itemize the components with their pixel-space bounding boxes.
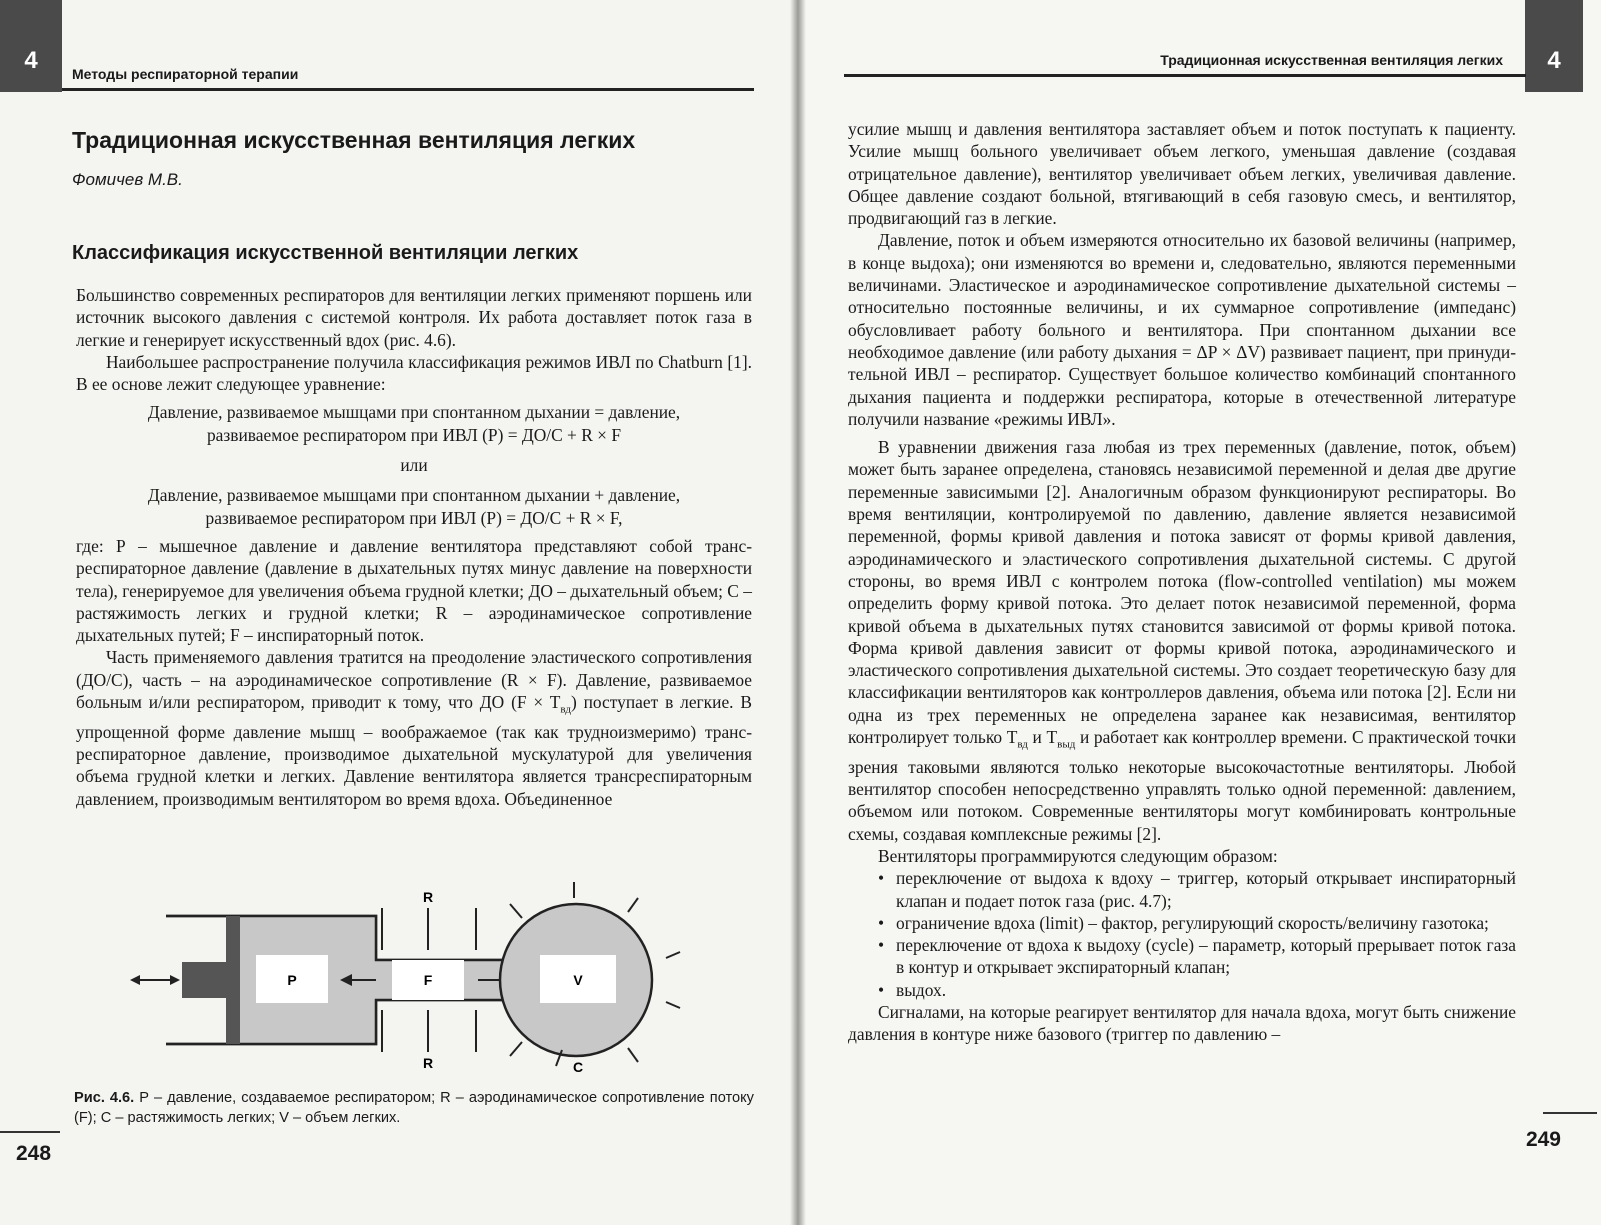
author: Фомичев М.В. xyxy=(72,170,183,189)
footer-rule-left xyxy=(0,1131,60,1133)
equation-1-line-2: развиваемое респиратором при ИВЛ (Р) = ДО/С + R × F xyxy=(206,424,621,445)
list-item: • выдох. xyxy=(878,979,1516,1001)
label-c: C xyxy=(572,1059,584,1075)
figure-caption: Рис. 4.6. Р – давление, создаваемое респиратором; R – аэродинамическое сопротивление потоку (F); С – растяжимость легких; V – объем легких. xyxy=(74,1090,754,1126)
label-v: V xyxy=(573,972,583,988)
chapter-tab-left: 4 xyxy=(0,0,62,92)
right-page xyxy=(800,0,1601,1225)
label-f: F xyxy=(423,972,433,988)
left-body-text xyxy=(76,284,752,810)
footer-rule-right xyxy=(1543,1112,1597,1114)
left-page xyxy=(0,0,796,1225)
piston-rod xyxy=(182,962,226,998)
equation-2-line-1: Давление, развиваемое мышцами при спонтанном дыхании + давление, xyxy=(147,485,681,506)
paragraph: Вентиляторы программируются следующим образом: xyxy=(878,845,1278,866)
bullet-list xyxy=(848,867,1516,1001)
paragraph: Наибольшее распространение получила классификация режимов ИВЛ по Chatburn [1]. В ее основе лежит следующее уравнение: xyxy=(76,351,752,395)
paragraph: Давление, поток и объем измеряются относительно их базовой величины (например, в конце выдоха); они изменяются во времени и, следовательно, являются переменными величинами. Эластическое и аэродинамическое сопротивление дыхательной системы – относительно постоянные величины, и их суммарное сопротивление (импеданс) обусловливает работу больного и вентилятора. При спонтанном дыхании все необходимое давление (или работу дыхания = ΔP × ΔV) развивает пациент, при принудительной ИВЛ – респиратор. Существует большое количество комбинаций спонтанного дыхания пациента и поддержки респиратора, которые в отечественной литературе получили название «режимы ИВЛ». xyxy=(848,230,1516,429)
label-r-top: R xyxy=(422,889,434,905)
header-rule-left xyxy=(62,88,754,91)
book-gutter xyxy=(790,0,806,1225)
section-title: Классификация искусственной вентиляции легких xyxy=(72,242,579,264)
chapter-tab-right: 4 xyxy=(1525,0,1583,92)
equation-or: или xyxy=(400,455,428,476)
page-number-right: 249 xyxy=(1525,1128,1561,1151)
paragraph: Сигналами, на которые реагирует вентилятор для начала вдоха, могут быть снижение давления в контуре ниже базового (триггер по давлению – xyxy=(848,1002,1516,1045)
label-p: P xyxy=(287,972,297,988)
paragraph: где: Р – мышечное давление и давление вентилятора представляют собой трансреспираторное давление (давление в дыхательных путях минус давление на поверхности тела), генерируемое для увеличения объема грудной клетки; ДО – дыхательный объем; С – растяжимость легких и грудной клетки; R – аэродинамическое сопротивление дыхательных путей; F – инспираторный поток. xyxy=(76,535,752,646)
lung-inlet xyxy=(514,961,524,999)
equation-1-line-1: Давление, развиваемое мышцами при спонтанном дыхании = давление, xyxy=(147,402,681,423)
list-item: • переключение от выдоха к вдоху – триггер, который открывает инспираторный клапан и подает поток газа (рис. 4.7); xyxy=(878,867,1516,912)
ventilator-diagram xyxy=(126,880,706,1076)
paragraph: усилие мышц и давления вентилятора заставляет объем и поток поступать к пациенту. Усилие мышц больного увеличивает объем легкого, уменьшая давление (создавая отрицательное давление), вентилятор увеличивает объем легких, увеличивая давление. Общее давление создают больной, втягивающий в себя газовую смесь, и вентилятор, продвигающий газ в легкие. xyxy=(848,119,1516,229)
chapter-title: Традиционная искусственная вентиляция легких xyxy=(72,127,636,153)
paragraph: В уравнении движения газа любая из трех переменных (давление, поток, объем) может быть заранее определена, становясь независимой переменной и делая две другие переменные зависимыми [2]. Аналогичным образом функционируют респираторы. Во время вентиляции, контролируемой по давлению, давление является независимой переменной, формы кривой давления и потока зависят от формы кривой давления, аэродинамического и эластического сопротивления дыхательной системы. С другой стороны, во время ИВЛ с контролем потока (flow-controlled ventilation) мы можем определить форму кривой потока. Это делает поток независимой переменной, форма кривой объема в дыхательных путях становится зависимой от формы кривой потока. Форма кривой давления зависит от формы кривой потока, аэродинамического и эластического сопротивления дыхательной системы. Это создает теоретическую базу для классификации вентиляторов как контроллеров давления, объема или потока [2]. Если ни одна из трех переменных не определена заранее как независимая, вентилятор контролирует только $Т_{вд}$ и $Т_{выд}$ и работает как контроллер времени. С практической точки зрения таковыми являются только некоторые высокочастотные вентиляторы. Любой вентилятор способен непосредственно управлять только одной переменной: давлением, объемом или потоком. Современные вентиляторы могут комбинировать контрольные схемы, создавая комплексные режимы [2]. xyxy=(848,437,1517,844)
right-body-text xyxy=(848,118,1516,1046)
paragraph: Большинство современных респираторов для вентиляции легких применяют поршень или источник высокого давления с системой контроля. Их работа доставляет поток газа в легкие и генерирует искусственный вдох (рис. 4.6). xyxy=(76,285,752,350)
header-rule-right xyxy=(844,74,1526,77)
list-item: • переключение от вдоха к выдоху (cycle) – параметр, который прерывает поток газа в контур и открывает экспираторный клапан; xyxy=(878,934,1516,979)
paragraph: Часть применяемого давления тратится на преодоление эластического сопротивления (ДО/С), часть – на аэродинамическое сопротивление (R × F). Давление, развиваемое больным и/или респиратором, приводит к тому, что ДО $(F \times T_{вд})$ поступает в легкие. В упрощенной форме давление мышц – воображаемое (так как трудноизмеримо) трансреспираторное давление, производимое дыхательной мускулатурой для увеличения объема грудной клетки и легких. Давление вентилятора является трансреспираторным давлением, производимым вентилятором во время вдоха. Объединенное xyxy=(76,647,752,809)
running-head-right: Традиционная искусственная вентиляция легких xyxy=(1160,52,1503,68)
label-r-bottom: R xyxy=(422,1055,434,1071)
equation-2-line-2: развиваемое респиратором при ИВЛ (Р) = ДО/С + R × F, xyxy=(205,507,623,528)
piston-head xyxy=(226,916,240,1044)
page-number-left: 248 xyxy=(16,1142,52,1165)
running-head-left: Методы респираторной терапии xyxy=(72,66,299,82)
list-item: • ограничение вдоха (limit) – фактор, регулирующий скорость/величину газотока; xyxy=(878,912,1516,934)
